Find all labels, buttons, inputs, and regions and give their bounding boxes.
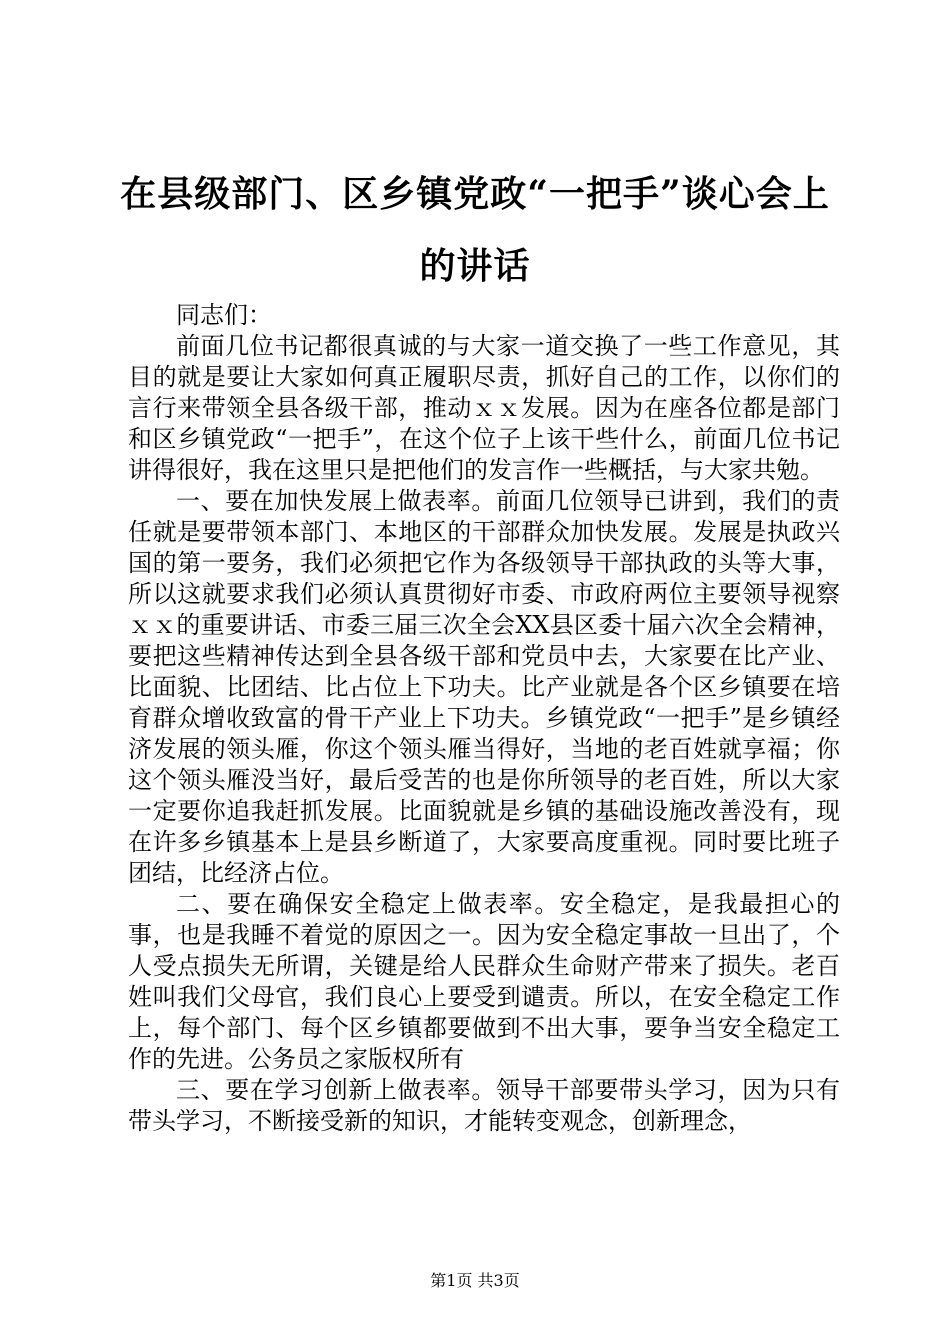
- salutation: 同志们：: [176, 301, 272, 329]
- paragraph-section-2: 二、要在确保安全稳定上做表率。安全稳定，是我最担心的事，也是我睡不着觉的原因之一。因为安全稳定事故一旦出了，个人受点损失无所谓，关键是给人民群众生命财产带来了损失。老百姓叫我们父母官，我们良心上要受到谴责。所以，在安全稳定工作上，每个部门、每个区乡镇都要做到不出大事，要争当安全稳定工作的先进。公务员之家版权所有: [128, 890, 840, 1073]
- paragraph-section-1: 一、要在加快发展上做表率。前面几位领导已讲到，我们的责任就是要带领本部门、本地区的干部群众加快发展。发展是执政兴国的第一要务，我们必须把它作为各级领导干部执政的头等大事，所以这就要求我们必须认真贯彻好市委、市政府两位主要领导视察ｘｘ的重要讲话、市委三届三次全会XX县区委十届六次全会精神，要把这些精神传达到全县各级干部和党员中去，大家要在比产业、比面貌、比团结、比占位上下功夫。比产业就是各个区乡镇要在培育群众增收致富的骨干产业上下功夫。乡镇党政“一把手”是乡镇经济发展的领头雁，你这个领头雁当得好，当地的老百姓就享福；你这个领头雁没当好，最后受苦的也是你所领导的老百姓，所以大家一定要你追我赶抓发展。比面貌就是乡镇的基础设施改善没有，现在许多乡镇基本上是县乡断道了，大家要高度重视。同时要比班子团结，比经济占位。: [128, 487, 840, 887]
- paragraph-section-3: 三、要在学习创新上做表率。领导干部要带头学习，因为只有带头学习，不断接受新的知识，才能转变观念，创新理念，: [128, 1076, 840, 1135]
- document-title: 在县级部门、区乡镇党政“一把手”谈心会上的讲话: [120, 173, 830, 287]
- document-body: [128, 300, 840, 1137]
- paragraph-intro: 前面几位书记都很真诚的与大家一道交换了一些工作意见，其目的就是要让大家如何真正履职尽责，抓好自己的工作，以你们的言行来带领全县各级干部，推动ｘｘ发展。因为在座各位都是部门和区乡镇党政“一把手”，在这个位子上该干些什么，前面几位书记讲得很好，我在这里只是把他们的发言作一些概括，与大家共勉。: [128, 332, 840, 484]
- page-footer: 第1页 共3页: [430, 1271, 520, 1290]
